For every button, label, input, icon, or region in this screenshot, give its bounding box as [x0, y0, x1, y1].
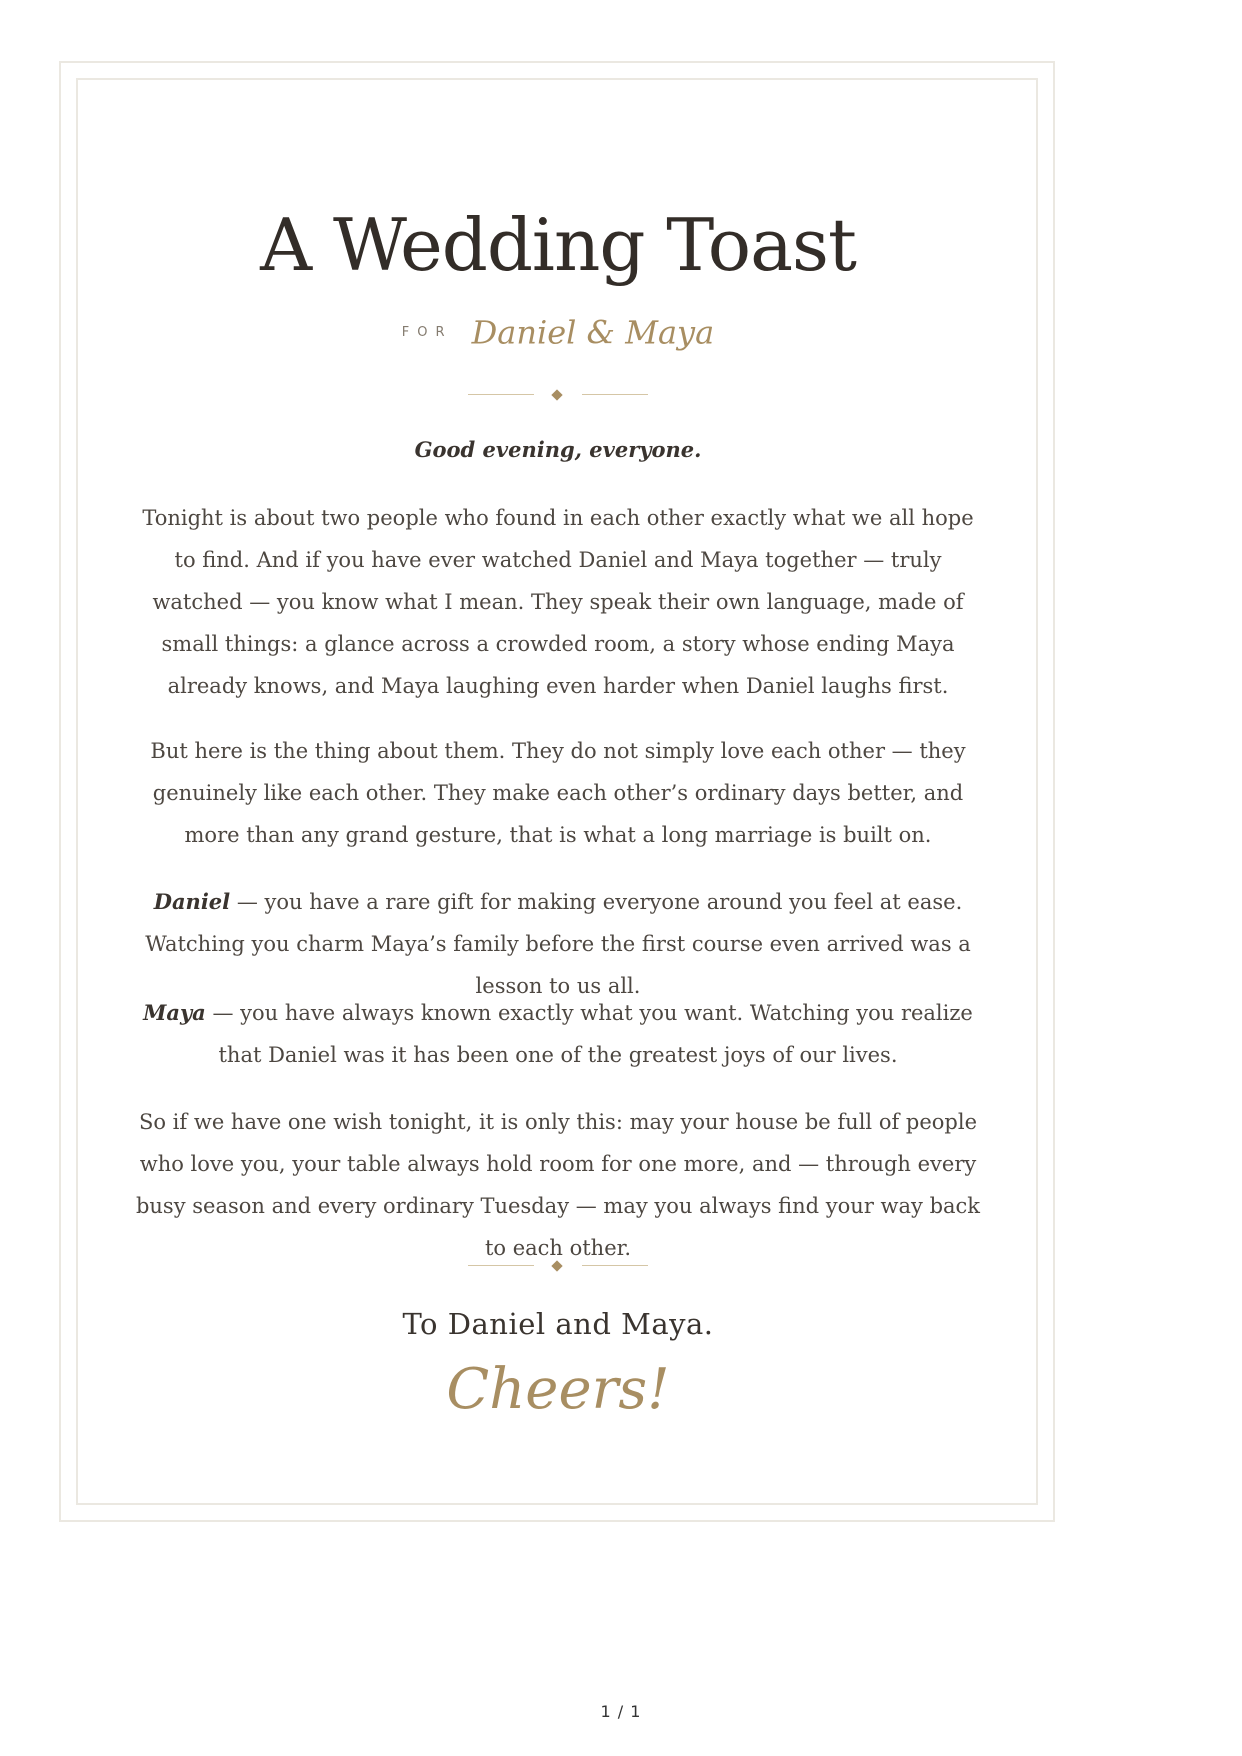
daniel-text: — you have a rare gift for making everyone around you feel at ease. Watching you charm Maya’s family before the first course even arrived was a lesson to us all. [145, 890, 971, 998]
divider-line [468, 394, 534, 395]
maya-name: Maya [143, 1000, 206, 1025]
ornament-divider-bottom [468, 1260, 648, 1272]
page-title: A Wedding Toast [260, 203, 856, 287]
diamond-icon [551, 1260, 562, 1271]
cheers-text: Cheers! [446, 1357, 670, 1422]
divider-line [582, 1265, 648, 1266]
paragraph-friendship: But here is the thing about them. They do not simply love each other — they genuinely like each other. They make each other’s ordinary days better, and more than any grand gesture, that is what a long marriage is built on. [150, 739, 966, 847]
page-number: 1 / 1 [600, 1702, 642, 1721]
paragraph-opening: Tonight is about two people who found in each other exactly what we all hope to find. And if you have ever watched Daniel and Maya together — truly watched — you know what I mean. They speak their own language, made of small things: a glance across a crowded room, a story whose ending Maya already knows, and Maya laughing even harder when Daniel laughs first. [142, 506, 974, 698]
ornament-divider-top [468, 389, 648, 401]
couple-names: Daniel & Maya [471, 313, 715, 352]
divider-line [582, 394, 648, 395]
dedication-line [130, 310, 986, 354]
diamond-icon [551, 389, 562, 400]
divider-line [468, 1265, 534, 1266]
greeting: Good evening, everyone. [414, 437, 702, 462]
maya-text: — you have always known exactly what you want. Watching you realize that Daniel was it has been one of the greatest joys of our lives. [205, 1001, 973, 1067]
daniel-name: Daniel [153, 889, 231, 914]
paragraph-daniel [130, 881, 986, 1007]
closing-line: To Daniel and Maya. [402, 1307, 714, 1341]
paragraph-maya [130, 992, 986, 1076]
for-label: FOR [401, 324, 453, 340]
paragraph-wish: So if we have one wish tonight, it is only this: may your house be full of people who love you, your table always hold room for one more, and — through every busy season and every ordinary Tuesday — may you always find your way back to each other. [135, 1110, 981, 1260]
